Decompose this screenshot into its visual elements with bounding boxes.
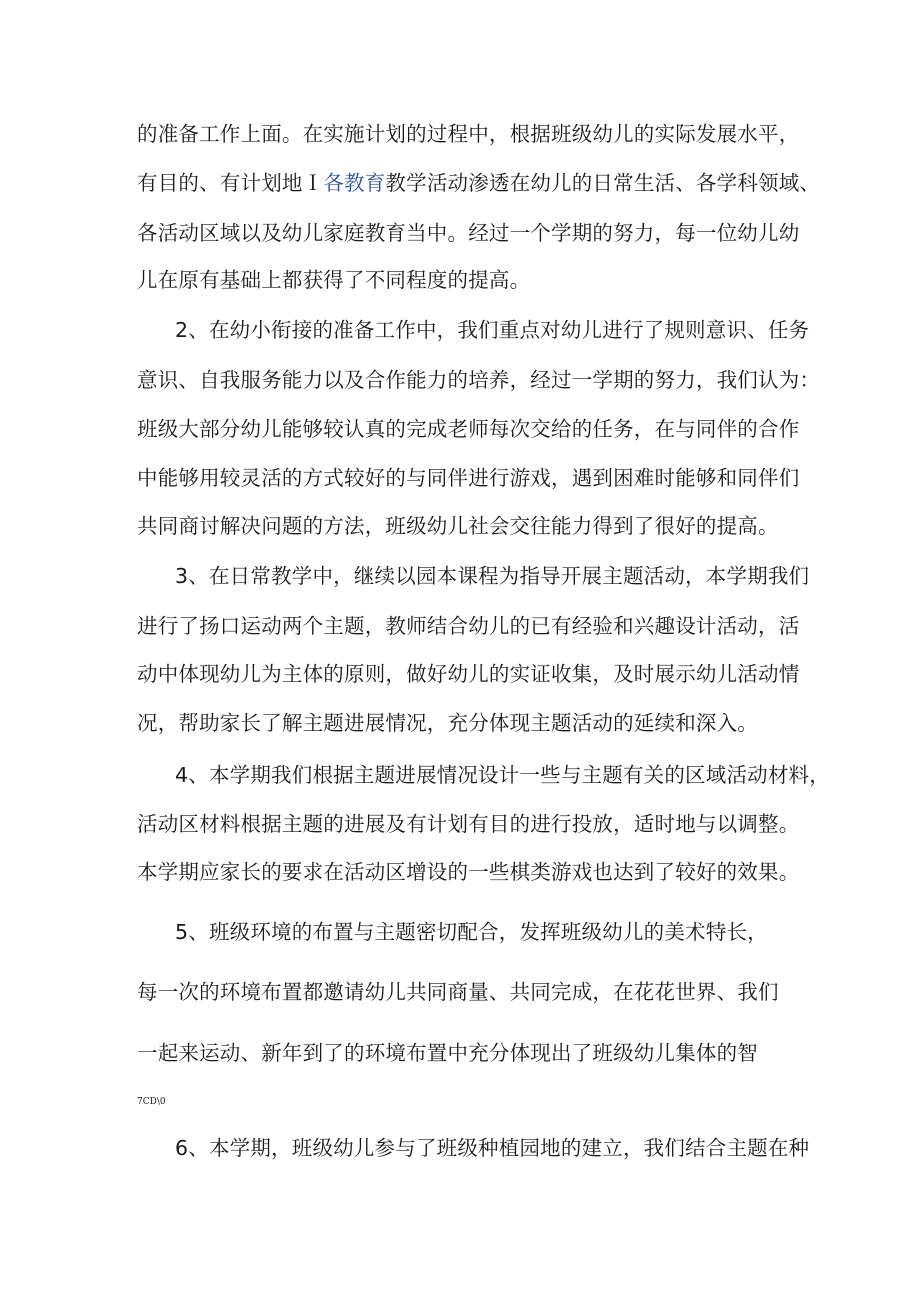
paragraph-5-line-3: 一起来运动、新年到了的环境布置中充分体现出了班级幼儿集体的智 [137, 1041, 758, 1065]
paragraph-intro-line-1: 的准备工作上面。在实施计划的过程中，根据班级幼儿的实际发展水平， [137, 122, 800, 146]
paragraph-3-line-3: 动中体现幼儿为主体的原则，做好幼儿的实证收集，及时展示幼儿活动情 [137, 662, 800, 686]
education-link[interactable]: 各教育 [323, 171, 386, 195]
paragraph-2-line-4: 中能够用较灵活的方式较好的与同伴进行游戏，遇到困难时能够和同伴们 [137, 466, 800, 490]
paragraph-5-line-2: 每一次的环境布置都邀请幼儿共同商量、共同完成，在花花世界、我们 [137, 980, 779, 1004]
paragraph-3-line-4: 况，帮助家长了解主题进展情况，充分体现主题活动的延续和深入。 [137, 711, 758, 735]
paragraph-intro-line-3: 各活动区域以及幼儿家庭教育当中。经过一个学期的努力，每一位幼儿幼 [137, 221, 800, 245]
paragraph-2-line-2: 意识、自我服务能力以及合作能力的培养，经过一学期的努力，我们认为： [137, 368, 821, 392]
paragraph-intro-line-2 [137, 170, 820, 196]
paragraph-2-line-5: 共同商讨解决问题的方法，班级幼儿社会交往能力得到了很好的提高。 [137, 514, 779, 538]
paragraph-4-line-3: 本学期应家长的要求在活动区增设的一些棋类游戏也达到了较好的效果。 [137, 860, 800, 884]
paragraph-3-line-1: 3、在日常教学中，继续以园本课程为指导开展主题活动，本学期我们 [175, 564, 810, 588]
paragraph-4-line-1: 4、本学期我们根据主题进展情况设计一些与主题有关的区域活动材料， [175, 763, 830, 787]
paragraph-intro-line-2-start: 有目的、有计划地Ｉ [137, 171, 324, 195]
paragraph-2-line-3: 班级大部分幼儿能够较认真的完成老师每次交给的任务，在与同伴的合作 [137, 417, 800, 441]
paragraph-3-line-2: 进行了扬口运动两个主题，教师结合幼儿的已有经验和兴趣设计活动，活 [137, 614, 800, 638]
paragraph-6-line-1: 6、本学期，班级幼儿参与了班级种植园地的建立，我们结合主题在种 [175, 1136, 810, 1160]
paragraph-intro-line-4: 儿在原有基础上都获得了不同程度的提高。 [137, 268, 531, 292]
paragraph-5-line-1: 5、班级环境的布置与主题密切配合，发挥班级幼儿的美术特长， [175, 920, 768, 944]
paragraph-4-line-2: 活动区材料根据主题的进展及有计划有目的进行投放，适时地与以调整。 [137, 812, 800, 836]
garbled-text-fragment: 7CD\0 [137, 1097, 166, 1107]
paragraph-2-line-1: 2、在幼小衔接的准备工作中，我们重点对幼儿进行了规则意识、任务 [175, 318, 810, 342]
paragraph-intro-line-2-end: 教学活动渗透在幼儿的日常生活、各学科领域、 [385, 171, 821, 195]
